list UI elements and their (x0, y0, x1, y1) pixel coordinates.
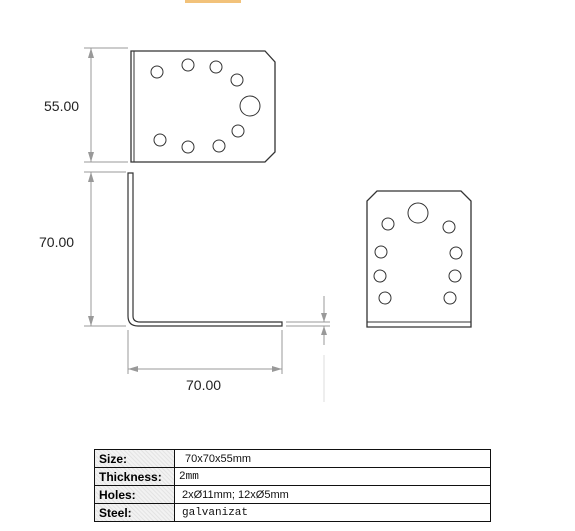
table-row (95, 486, 491, 504)
dimension-height-top (84, 48, 128, 162)
spec-label-steel: Steel: (95, 504, 175, 522)
hole-small (443, 221, 455, 233)
dimension-width-bottom (128, 330, 282, 374)
spec-value-holes: 2xØ11mm; 12xØ5mm (182, 488, 289, 501)
l-profile-outline (128, 173, 282, 326)
hole-small (379, 292, 391, 304)
hole-small (210, 61, 222, 73)
dimension-height-side (84, 172, 126, 326)
hole-small (450, 247, 462, 259)
table-row (95, 504, 491, 522)
spec-value-thickness: 2mm (179, 470, 199, 483)
hole-small (151, 66, 163, 78)
dimension-height-top-label: 55.00 (44, 98, 80, 114)
hole-small (154, 134, 166, 146)
side-profile-view (128, 173, 282, 326)
right-plate-view (367, 191, 471, 327)
hole-large (408, 203, 428, 223)
hole-small (375, 246, 387, 258)
hole-small (449, 270, 461, 282)
spec-value-size: 70x70x55mm (185, 452, 252, 465)
header-fragment (185, 0, 241, 3)
front-plate-view (131, 51, 275, 162)
spec-label-holes: Holes: (95, 486, 175, 504)
hole-small (182, 141, 194, 153)
dimension-height-side-label: 70.00 (39, 234, 75, 250)
hole-small (182, 59, 194, 71)
dimension-thickness (286, 296, 330, 402)
spec-value-steel: galvanizat (182, 506, 249, 519)
table-row (95, 450, 491, 468)
specifications-table (94, 449, 491, 522)
hole-small (374, 270, 386, 282)
hole-small (213, 140, 225, 152)
hole-small (444, 292, 456, 304)
hole-small (232, 125, 244, 137)
dimension-width-bottom-label: 70.00 (186, 377, 222, 393)
hole-large (240, 96, 260, 116)
hole-small (231, 74, 243, 86)
table-row (95, 468, 491, 486)
spec-label-size: Size: (95, 450, 175, 468)
spec-label-thickness: Thickness: (95, 468, 175, 486)
hole-small (382, 218, 394, 230)
